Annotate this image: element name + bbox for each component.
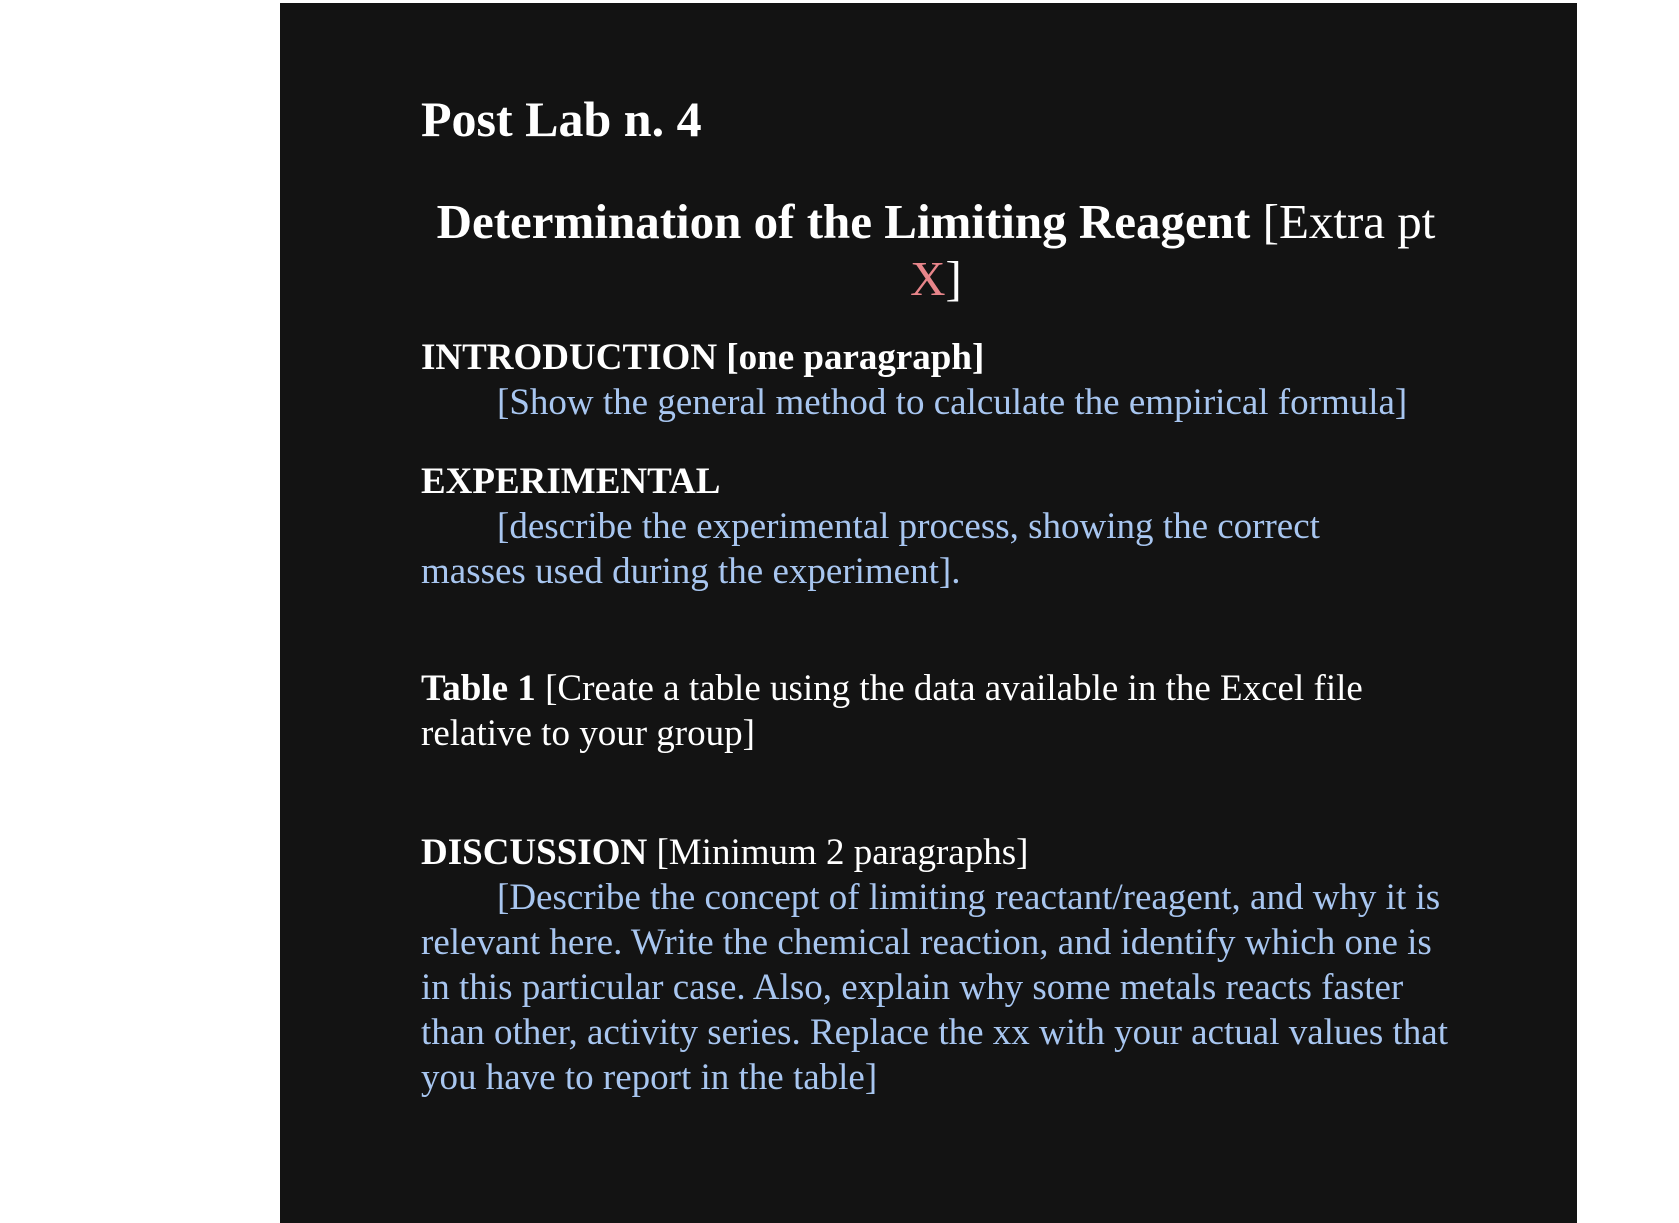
discussion-heading-label: DISCUSSION	[421, 832, 648, 873]
introduction-heading-label: INTRODUCTION	[421, 337, 718, 378]
discussion-section	[421, 831, 1451, 1100]
table-section	[421, 666, 1451, 756]
experimental-heading-label: EXPERIMENTAL	[421, 461, 721, 502]
document-page	[280, 3, 1577, 1223]
table-label: Table 1	[421, 668, 536, 709]
title-main: Determination of the Limiting Reagent	[436, 194, 1251, 249]
title-note-open: [Extra pt	[1250, 194, 1436, 249]
introduction-instruction: [Show the general method to calculate the empirical formula]	[497, 382, 1408, 423]
discussion-heading	[421, 831, 1451, 875]
table-instruction-paragraph	[421, 666, 1451, 756]
experimental-instruction: [describe the experimental process, showing the correct masses used during the experiment].	[421, 506, 1320, 592]
introduction-section	[421, 336, 1451, 425]
experimental-heading	[421, 460, 1451, 504]
experimental-section	[421, 460, 1451, 594]
title-note-x: X	[910, 251, 946, 306]
discussion-heading-note: [Minimum 2 paragraphs]	[647, 832, 1029, 873]
discussion-instruction: [Describe the concept of limiting reactant/reagent, and why it is relevant here. Write the chemical reaction, and identify which one is in this particular case. Also, explain why some metals reacts faster than other, activity series. Replace the xx with your actual values that you have to report in the table]	[421, 877, 1448, 1098]
introduction-heading	[421, 336, 1451, 380]
post-lab-title: Post Lab n. 4	[421, 91, 702, 147]
document-title	[421, 193, 1451, 307]
table-instruction: [Create a table using the data available in the Excel file relative to your group]	[421, 668, 1363, 754]
title-note-close: ]	[945, 251, 962, 306]
introduction-heading-note: [one paragraph]	[717, 337, 985, 378]
